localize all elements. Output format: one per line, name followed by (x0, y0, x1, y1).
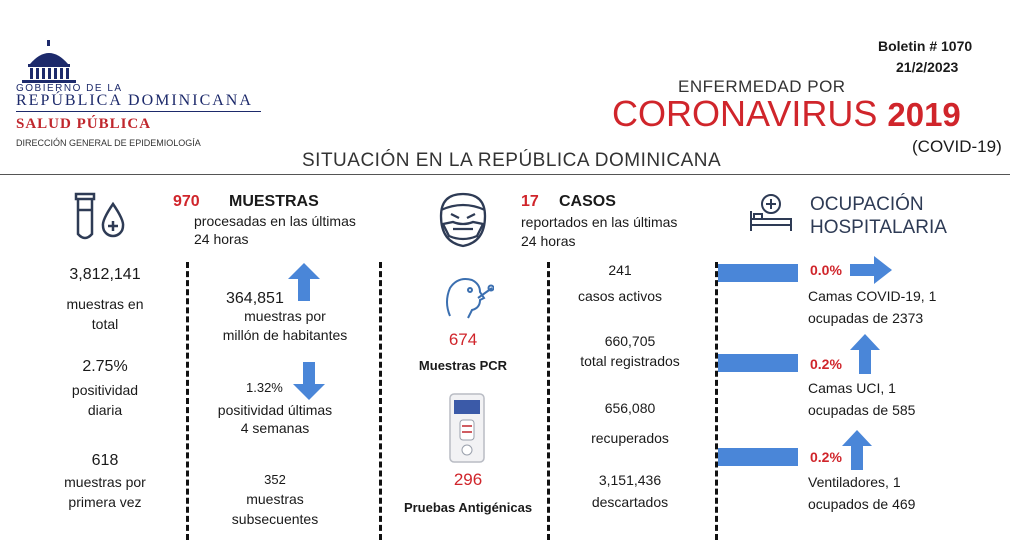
pcr-label: Muestras PCR (418, 358, 508, 373)
active-cases-label: casos activos (577, 288, 663, 304)
antigen-value: 296 (453, 470, 483, 489)
registered-value: 660,705 (604, 333, 656, 349)
logo-line1: GOBIERNO DE LA (16, 83, 123, 94)
subsequent-label-1: muestras (246, 491, 304, 507)
title-pre: ENFERMEDAD POR (678, 77, 846, 96)
masked-face-icon (433, 188, 493, 250)
up-arrow-icon (288, 263, 320, 301)
logo-line2: REPÚBLICA DOMINICANA (16, 92, 253, 109)
discarded-value: 3,151,436 (598, 472, 662, 488)
logo-line3: SALUD PÚBLICA (16, 116, 152, 132)
uci-bed-line-1: Camas UCI, 1 (808, 380, 896, 396)
discarded-label: descartados (591, 494, 669, 510)
samples-count: 970 (173, 193, 200, 210)
divider-2 (379, 262, 382, 540)
page-title (612, 94, 961, 135)
hospital-bed-icon (748, 193, 794, 233)
logo-line4: DIRECCIÓN GENERAL DE EPIDEMIOLOGÍA (16, 138, 201, 148)
divider-3 (547, 262, 550, 540)
title-paren: (COVID-19) (912, 137, 1002, 156)
per-million-value: 364,851 (226, 290, 284, 307)
government-dome-logo (18, 38, 80, 84)
logo-divider (16, 111, 261, 112)
subsequent-label-2: subsecuentes (231, 511, 319, 527)
covid-bed-bar (718, 264, 798, 282)
uci-bed-line-2: ocupadas de 585 (808, 402, 916, 418)
subsequent-value: 352 (264, 472, 286, 487)
hospital-title-1: OCUPACIÓN (810, 194, 924, 215)
up-arrow-icon (850, 334, 880, 374)
right-arrow-icon (850, 256, 892, 284)
recovered-label: recuperados (591, 430, 669, 446)
total-samples-label-1: muestras en (66, 296, 144, 312)
uci-bed-bar (718, 354, 798, 372)
page-subtitle: SITUACIÓN EN LA REPÚBLICA DOMINICANA (302, 150, 722, 171)
positivity-4w-label-1: positividad últimas (217, 402, 333, 418)
divider-4 (715, 262, 718, 540)
hospital-title-2: HOSPITALARIA (810, 217, 947, 238)
bulletin-number: Boletin # 1070 (878, 38, 973, 54)
samples-desc-1: procesadas en las últimas (194, 213, 356, 229)
divider-1 (186, 262, 189, 540)
positivity-4w-value: 1.32% (246, 380, 283, 395)
bulletin-date: 21/2/2023 (896, 59, 959, 75)
pcr-value: 674 (448, 330, 478, 349)
cases-desc-2: 24 horas (521, 233, 576, 249)
antigen-test-kit-icon (448, 392, 486, 464)
test-tube-drop-icon (70, 190, 130, 245)
nasal-swab-icon (440, 272, 494, 324)
covid-bed-line-1: Camas COVID-19, 1 (808, 288, 937, 304)
cases-count: 17 (521, 193, 539, 210)
samples-label: MUESTRAS (229, 193, 319, 210)
per-million-label-1: muestras por (244, 308, 326, 324)
ventilator-bar (718, 448, 798, 466)
daily-positivity-value: 2.75% (82, 358, 128, 375)
covid-bed-pct: 0.0% (810, 262, 842, 278)
covid-bed-line-2: ocupadas de 2373 (808, 310, 924, 326)
first-time-label-2: primera vez (68, 494, 142, 510)
header-rule (0, 174, 1010, 175)
ventilator-line-1: Ventiladores, 1 (808, 474, 901, 490)
ventilator-pct: 0.2% (810, 449, 842, 465)
total-samples-value: 3,812,141 (69, 266, 141, 283)
down-arrow-icon (293, 362, 325, 400)
ventilator-line-2: ocupados de 469 (808, 496, 916, 512)
daily-positivity-label-1: positividad (71, 382, 139, 398)
total-samples-label-2: total (91, 316, 119, 332)
title-year: 2019 (887, 96, 961, 133)
first-time-label-1: muestras por (64, 474, 146, 490)
per-million-label-2: millón de habitantes (222, 327, 348, 343)
up-arrow-icon (842, 430, 872, 470)
cases-desc-1: reportados en las últimas (521, 214, 678, 230)
recovered-value: 656,080 (604, 400, 656, 416)
cases-label: CASOS (559, 193, 616, 210)
uci-bed-pct: 0.2% (810, 356, 842, 372)
positivity-4w-label-2: 4 semanas (240, 420, 310, 436)
samples-desc-2: 24 horas (194, 231, 249, 247)
title-main: CORONAVIRUS (612, 93, 878, 134)
antigen-label: Pruebas Antigénicas (403, 500, 533, 515)
daily-positivity-label-2: diaria (87, 402, 123, 418)
active-cases-value: 241 (608, 262, 632, 278)
registered-label: total registrados (580, 353, 680, 369)
first-time-value: 618 (91, 452, 119, 469)
